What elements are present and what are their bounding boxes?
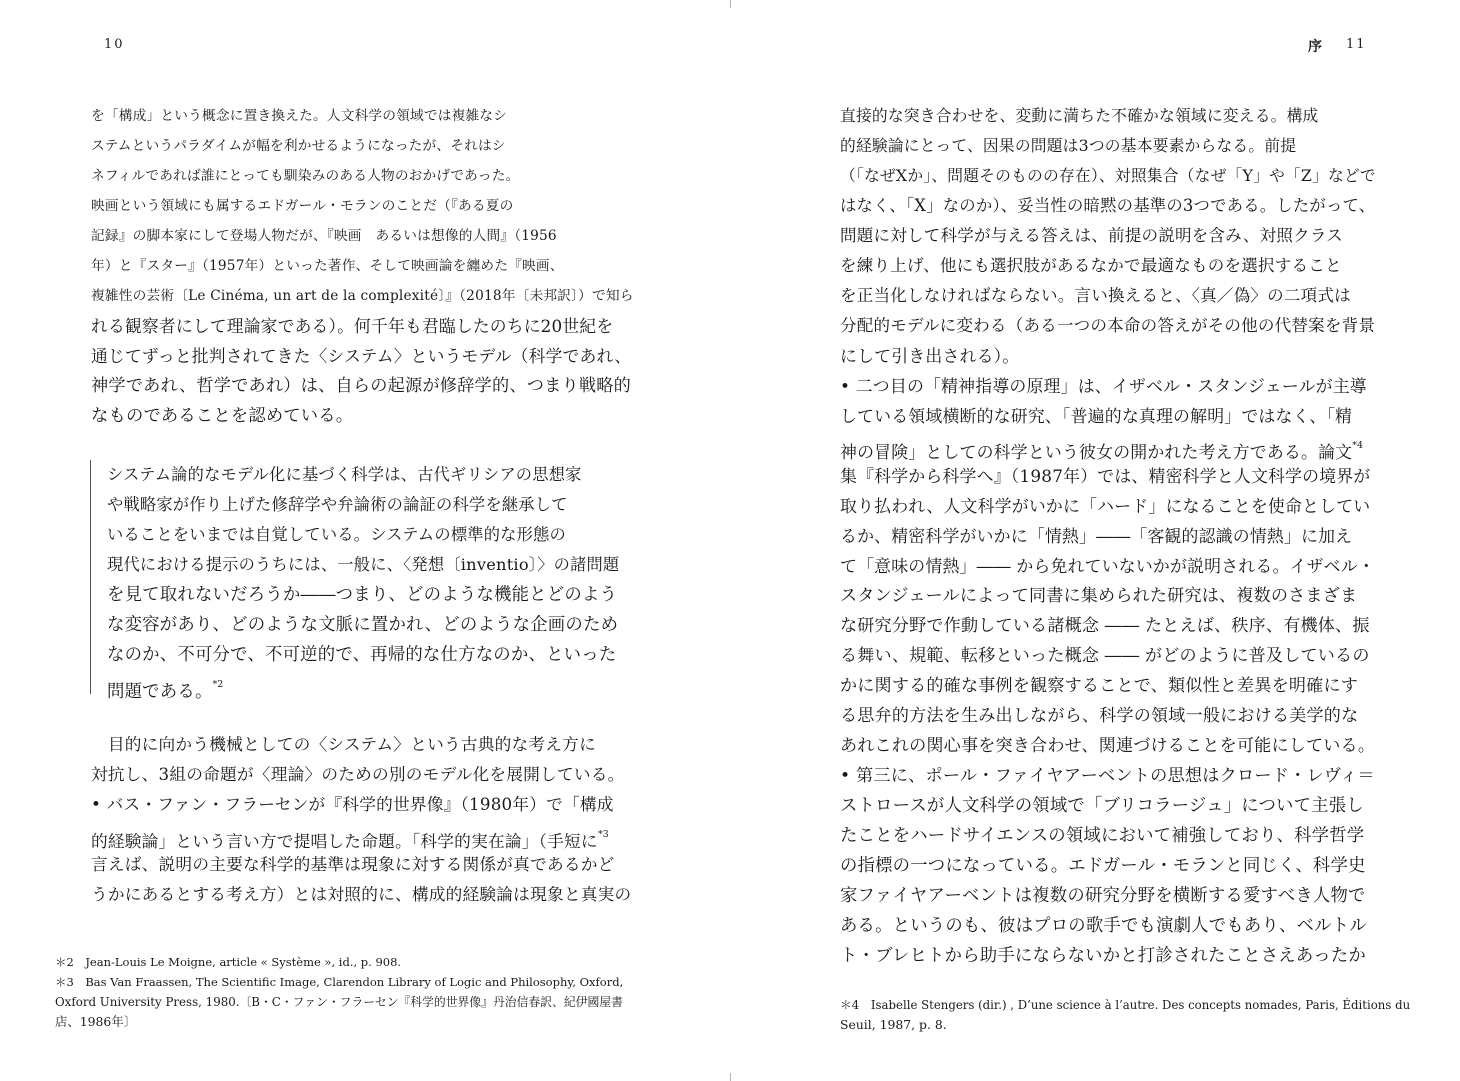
text-line: はなく、「X」なのか）、妥当性の暗黙の基準の3つである。したがって、 <box>840 196 1376 215</box>
text-line <box>91 820 631 850</box>
text-line: • バス・ファン・フラーセンが『科学的世界像』（1980年）で「構成 <box>91 795 614 814</box>
text-line: 年）と『スター』（1957年）といった著作、そして映画論を纏めた『映画、 <box>91 258 564 274</box>
text-line: 直接的な突き合わせを、変動に満ちた不確かな領域に変える。構成 <box>840 106 1319 125</box>
footnote-line: Seuil, 1987, p. 8. <box>840 1017 947 1032</box>
text-line: ストロースが人文科学の領域で「ブリコラージュ」について主張し <box>840 796 1364 816</box>
text-line: る思弁的方法を生み出しながら、科学の領域一般における美学的な <box>840 706 1359 726</box>
left-paragraph-1 <box>91 101 634 431</box>
text-line-content: 的経験論」という言い方で提唱した命題。「科学的実在論」（手短に <box>91 832 598 851</box>
text-line-content: 神の冒険」としての科学という彼女の開かれた考え方である。論文 <box>840 442 1353 462</box>
text-line: る舞い、規範、転移といった概念 ―― がどのように普及しているの <box>840 646 1370 666</box>
text-line: 分配的モデルに変わる（ある一つの本命の答えがその他の代替案を背景 <box>840 316 1376 335</box>
crop-mark-bottom <box>730 1073 731 1081</box>
right-footnotes <box>840 995 1410 1035</box>
text-line: システム論的なモデル化に基づく科学は、古代ギリシアの思想家 <box>107 465 582 484</box>
text-line: を練り上げ、他にも選択肢があるなかで最適なものを選択すること <box>840 256 1342 275</box>
text-line: たことをハードサイエンスの領域において補強しており、科学哲学 <box>840 826 1365 846</box>
text-line: れる観察者にして理論家である）。何千年も君臨したのちに20世紀を <box>91 316 614 336</box>
text-line: を見て取れないだろうか――つまり、どのような機能とどのよう <box>107 585 618 605</box>
text-line: （「なぜXか」、問題そのものの存在）、対照集合（なぜ「Y」や「Z」などで <box>840 166 1376 185</box>
text-line: 目的に向かう機械としての〈システム〉という古典的な考え方に <box>91 735 596 754</box>
text-line: している領域横断的な研究、「普遍的な真理の解明」ではなく、「精 <box>840 406 1353 426</box>
text-line: 通じてずっと批判されてきた〈システム〉というモデル（科学であれ、 <box>91 346 632 366</box>
text-line: を正当化しなければならない。言い換えると、〈真／偽〉の二項式は <box>840 286 1351 305</box>
left-paragraph-2 <box>91 730 631 910</box>
text-line: の指標の一つになっている。エドガール・モランと同じく、科学史 <box>840 856 1366 876</box>
text-line: るか、精密科学がいかに「情熱」――「客観的認識の情熱」に加え <box>840 526 1353 546</box>
footnote-line: ＊3 Bas Van Fraassen, The Scientific Image, Clarendon Library of Logic and Philosophy, Oxford, <box>55 975 624 989</box>
text-line: なものであることを認めている。 <box>91 406 354 426</box>
running-head: 序 <box>1308 39 1322 55</box>
text-line: 問題に対して科学が与える答えは、前提の説明を含み、対照クラス <box>840 226 1343 245</box>
text-line: 映画という領域にも属するエドガール・モランのことだ（『ある夏の <box>91 198 514 214</box>
text-line: 家ファイヤアーベントは複数の研究分野を横断する愛すべき人物で <box>840 886 1366 906</box>
text-line: な研究分野で作動している諸概念 ―― たとえば、秩序、有機体、振 <box>840 616 1370 636</box>
text-line: ト・ブレヒトから助手にならないかと打診されたことさえあったか <box>840 946 1366 966</box>
right-page-number: 11 <box>1346 37 1367 52</box>
text-line: ある。というのも、彼はプロの歌手でも演劇人でもあり、ベルトル <box>840 916 1367 936</box>
text-line: を「構成」という概念に置き換えた。人文科学の領域では複雑なシ <box>91 108 508 124</box>
right-paragraph-1 <box>840 101 1376 971</box>
text-line: スタンジェールによって同書に集められた研究は、複数のさまざま <box>840 586 1358 606</box>
footnote-line: 店、1986年〕 <box>55 1014 137 1029</box>
quote-rule <box>90 460 91 694</box>
crop-mark-top <box>730 0 731 8</box>
footnote-line: ＊2 Jean-Louis Le Moigne, article « Système », id., p. 908. <box>55 955 402 969</box>
text-line <box>107 670 619 700</box>
text-line: あれこれの関心事を突き合わせ、関連づけることを可能にしている。 <box>840 736 1376 756</box>
left-page-number: 10 <box>104 37 125 52</box>
text-line: ステムというパラダイムが幅を利かせるようになったが、それはシ <box>91 138 506 154</box>
text-line: 現代における提示のうちには、一般に、〈発想〔inventio〕〉の諸問題 <box>107 555 620 574</box>
text-line: いることをいまでは自覚している。システムの標準的な形態の <box>107 525 566 544</box>
text-line-content: 問題である。 <box>107 682 213 702</box>
text-line: • 二つ目の「精神指導の原理」は、イザベル・スタンジェールが主導 <box>840 376 1367 396</box>
text-line: 対抗し、3組の命題が〈理論〉のための別のモデル化を展開している。 <box>91 765 625 784</box>
text-line: うかにあるとする考え方）とは対照的に、構成的経験論は現象と真実の <box>91 885 632 904</box>
footnote-mark: *3 <box>597 829 609 840</box>
text-line <box>840 431 1376 461</box>
text-line: 的経験論にとって、因果の問題は3つの基本要素からなる。前提 <box>840 136 1297 155</box>
text-line: ネフィルであれば誰にとっても馴染みのある人物のおかげであった。 <box>91 168 520 184</box>
text-line: や戦略家が作り上げた修辞学や弁論術の論証の科学を継承して <box>107 495 568 514</box>
footnote-mark: *4 <box>1352 440 1364 451</box>
footnote-line: Oxford University Press, 1980.〔B・C・ファン・フラーセン『科学的世界像』丹治信春訳、紀伊國屋書 <box>55 995 623 1009</box>
text-line: な変容があり、どのような文脈に置かれ、どのような企画のため <box>107 615 619 635</box>
text-line: 神学であれ、哲学であれ）は、自らの起源が修辞学的、つまり戦略的 <box>91 376 632 396</box>
text-line: て「意味の情熱」―― から免れていないかが説明される。イザベル・ <box>840 556 1375 576</box>
text-line: 記録』の脚本家にして登場人物だが、『映画 あるいは想像的人間』（1956 <box>91 228 557 244</box>
left-footnotes <box>55 952 623 1032</box>
text-line: 取り払われ、人文科学がいかに「ハード」になることを使命としてい <box>840 496 1371 516</box>
text-line: なのか、不可分で、不可逆的で、再帰的な仕方なのか、といった <box>107 645 617 665</box>
text-line: • 第三に、ポール・ファイヤアーベントの思想はクロード・レヴィ＝ <box>840 766 1375 786</box>
text-line: 集『科学から科学へ』（1987年）では、精密科学と人文科学の境界が <box>840 466 1371 486</box>
text-line: にして引き出される）。 <box>840 346 1020 366</box>
text-line: かに関する的確な事例を観察することで、類似性と差異を明確にす <box>840 676 1359 696</box>
footnote-mark: *2 <box>212 679 224 690</box>
text-line: 複雑性の芸術〔Le Cinéma, un art de la complexité〕』（2018年〔未邦訳〕）で知ら <box>91 288 634 304</box>
text-line: 言えば、説明の主要な科学的基準は現象に対する関係が真であるかど <box>91 855 615 874</box>
block-quote-text <box>107 460 619 700</box>
footnote-line: ＊4 Isabelle Stengers (dir.) , D’une science à l’autre. Des concepts nomades, Paris, Éditions du <box>840 998 1411 1012</box>
